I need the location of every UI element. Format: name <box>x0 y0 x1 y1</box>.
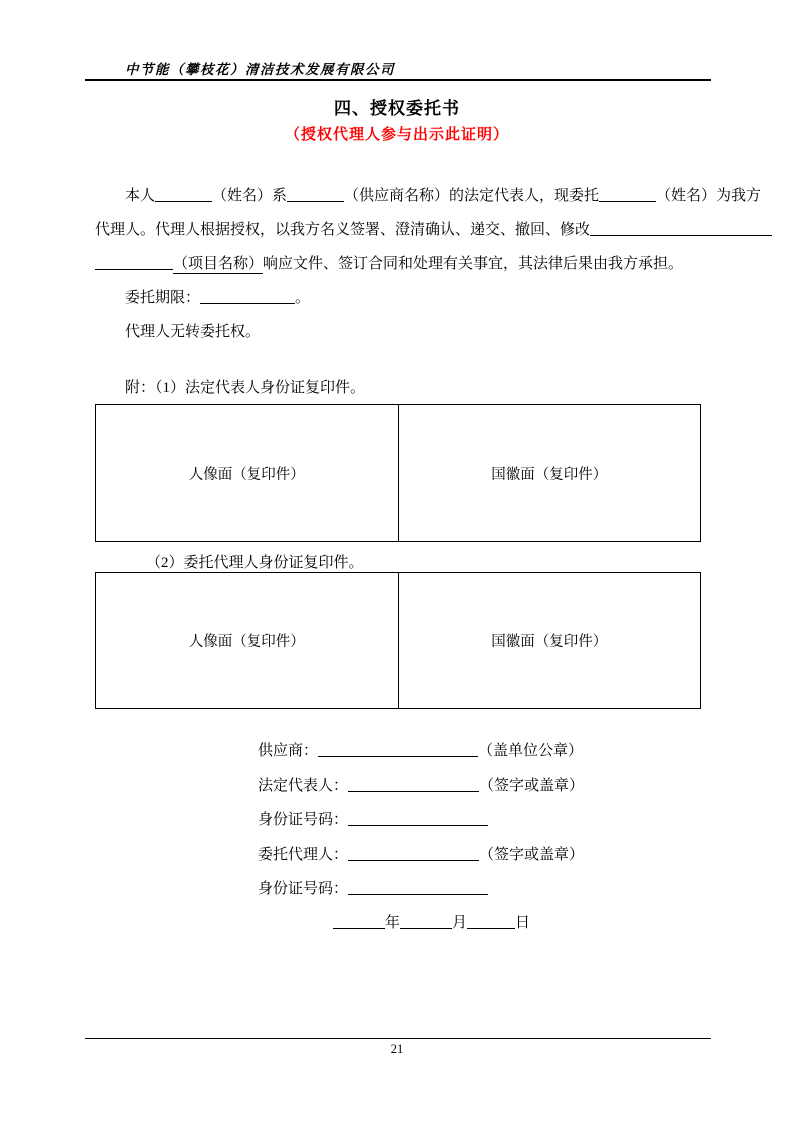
body-line-2 <box>95 213 701 247</box>
body-line-5 <box>95 315 701 349</box>
body-text-underlined: （项目名称） <box>173 256 264 272</box>
body-text: 代理人无转委托权。 <box>125 324 261 340</box>
signature-row-legal-rep <box>258 774 584 809</box>
page-title: 四、授权委托书 <box>334 99 460 118</box>
date-line <box>333 911 530 932</box>
date-month-label: 月 <box>452 915 468 931</box>
id-number-label: 身份证号码： <box>258 881 349 897</box>
id-number-label: 身份证号码： <box>258 812 349 828</box>
blank-line <box>95 256 173 270</box>
id-cell-portrait-side: 人像面（复印件） <box>96 573 399 708</box>
signature-row-id-number-1 <box>258 808 584 843</box>
blank-line <box>348 778 479 792</box>
blank-line <box>599 188 656 202</box>
body-text: 代理人。代理人根据授权，以我方名义签署、澄清确认、递交、撤回、修改 <box>95 222 591 238</box>
blank-line <box>348 812 488 826</box>
body-text: （姓名）为我方 <box>656 188 762 204</box>
attachment-item-1: 附：（1）法定代表人身份证复印件。 <box>125 380 366 396</box>
page-subtitle: （授权代理人参与出示此证明） <box>284 127 509 143</box>
header-company-name: 中节能（攀枝花）清洁技术发展有限公司 <box>125 62 395 77</box>
legal-rep-label: 法定代表人： <box>258 777 349 794</box>
body-text: 。 <box>295 290 311 306</box>
body-line-1 <box>95 179 762 213</box>
id-cell-emblem-side: 国徽面（复印件） <box>491 634 608 650</box>
body-paragraph <box>95 179 762 349</box>
blank-line <box>200 290 295 304</box>
body-line-3 <box>95 247 701 281</box>
page-number: 21 <box>390 1042 404 1056</box>
supplier-label: 供应商： <box>258 743 319 759</box>
signature-row-supplier <box>258 739 584 774</box>
supplier-note: （盖单位公章） <box>478 743 584 759</box>
blank-line <box>155 188 212 202</box>
agent-label: 委托代理人： <box>258 846 349 863</box>
agent-note: （签字或盖章） <box>479 846 585 863</box>
blank-line <box>400 915 452 929</box>
blank-line <box>318 743 478 757</box>
blank-line <box>590 222 772 236</box>
body-text: 响应文件、签订合同和处理有关事宜，其法律后果由我方承担。 <box>263 256 684 272</box>
blank-line <box>348 881 488 895</box>
signature-block <box>258 739 584 912</box>
id-cell-emblem-side: 国徽面（复印件） <box>491 466 608 483</box>
id-cell-portrait-side: 人像面（复印件） <box>96 405 399 541</box>
body-text: （姓名）系 <box>212 188 288 204</box>
blank-line <box>333 915 385 929</box>
body-line-4 <box>95 281 701 315</box>
blank-line <box>467 915 515 929</box>
body-text: 委托期限： <box>125 290 201 306</box>
header-rule <box>85 79 711 81</box>
footer-rule <box>85 1038 711 1039</box>
attachment-item-2: （2）委托代理人身份证复印件。 <box>146 555 364 571</box>
date-year-label: 年 <box>385 915 401 931</box>
body-text: （供应商名称）的法定代表人，现委托 <box>344 188 600 204</box>
body-text: 本人 <box>125 188 156 204</box>
id-copy-box-agent <box>95 572 701 709</box>
id-copy-box-legal-rep <box>95 404 701 542</box>
legal-rep-note: （签字或盖章） <box>479 777 585 794</box>
signature-row-id-number-2 <box>258 877 584 912</box>
date-day-label: 日 <box>515 915 531 931</box>
blank-line <box>287 188 344 202</box>
signature-row-agent <box>258 843 584 878</box>
blank-line <box>348 847 479 861</box>
